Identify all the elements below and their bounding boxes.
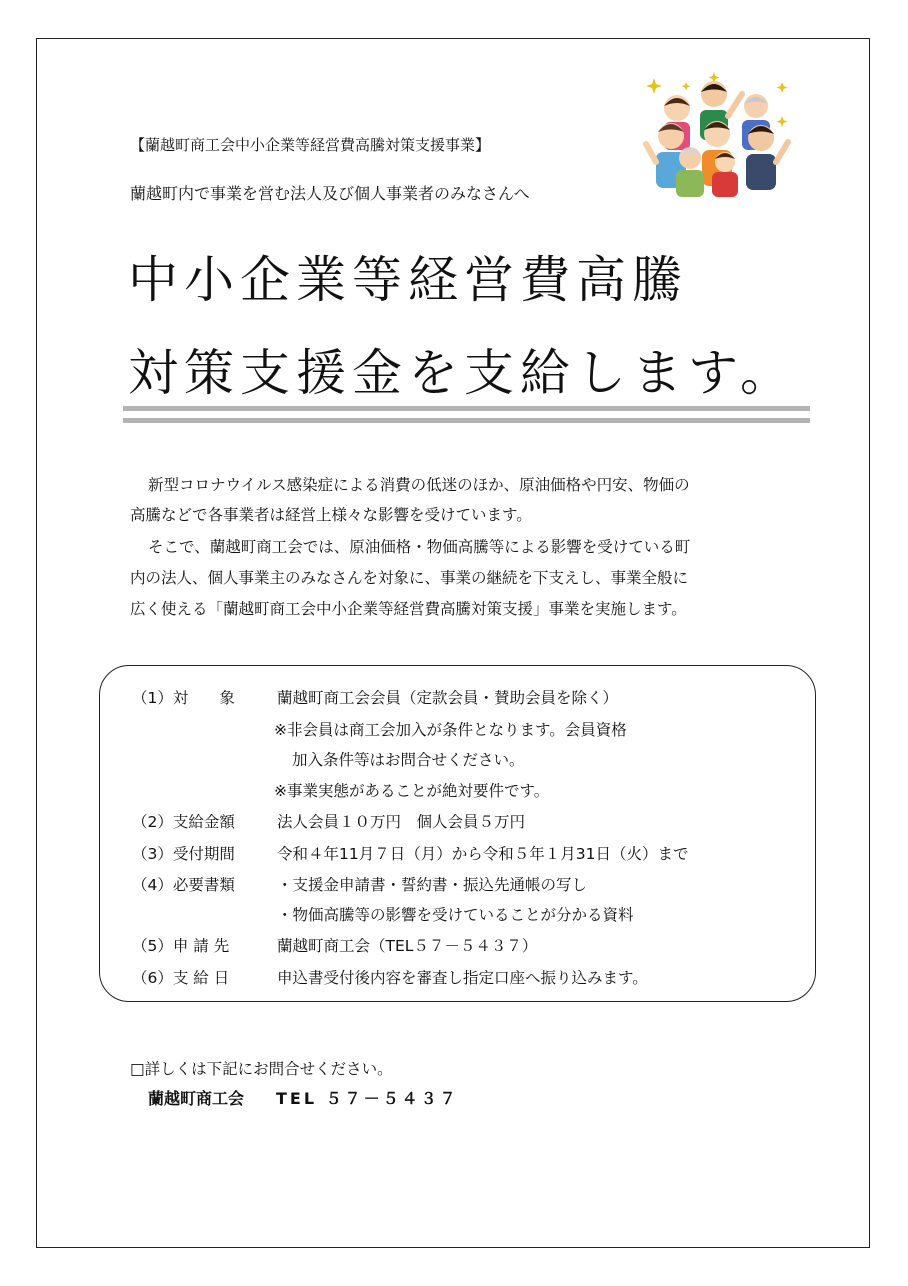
intro-line-1: 新型コロナウイルス感染症による消費の低迷のほか、原油価格や円安、物価の [148, 476, 690, 494]
amount-value: 法人会員１０万円 個人会員５万円 [277, 813, 526, 831]
audience-line: 蘭越町内で事業を営む法人及び個人事業者のみなさんへ [130, 184, 530, 203]
divider-rule-top [123, 406, 810, 411]
headline-line-1: 中小企業等経営費高騰 [128, 251, 688, 309]
payment-value: 申込書受付後内容を審査し指定口座へ振り込みます。 [277, 969, 648, 987]
amount-label: （2）支給金額 [132, 813, 235, 831]
person-mid-right [746, 125, 788, 190]
divider-rule-bottom [123, 418, 810, 423]
period-value: 令和４年11月７日（月）から令和５年１月31日（火）まで [277, 845, 689, 863]
apply-to-value: 蘭越町商工会（TEL５７－５４３７） [277, 937, 538, 955]
contact-phone: TEL ５７－５４３７ [276, 1089, 459, 1108]
cheering-crowd-illustration [642, 72, 792, 197]
headline-line-2: 対策支援金を支給します。 [128, 344, 796, 402]
contact-organization: 蘭越町商工会 [148, 1089, 245, 1108]
target-label: （1）対 象 [132, 689, 235, 707]
target-note-2: 加入条件等はお問合せください。 [292, 751, 525, 769]
period-label: （3）受付期間 [132, 845, 235, 863]
target-value: 蘭越町商工会会員（定款会員・賛助会員を除く） [277, 689, 619, 707]
intro-line-5: 広く使える「蘭越町商工会中小企業等経営費高騰対策支援」事業を実施します。 [130, 600, 687, 618]
intro-line-2: 高騰などで各事業者は経営上様々な影響を受けています。 [130, 506, 532, 524]
contact-note: □詳しくは下記にお問合せください。 [130, 1060, 393, 1078]
apply-to-label: （5）申 請 先 [132, 937, 230, 955]
documents-label: （4）必要書類 [132, 876, 235, 894]
documents-item-2: ・物価高騰等の影響を受けていることが分かる資料 [277, 906, 634, 924]
documents-item-1: ・支援金申請書・誓約書・振込先通帳の写し [277, 876, 588, 894]
intro-line-3: そこで、蘭越町商工会では、原油価格・物価高騰等による影響を受けている町 [148, 538, 691, 556]
target-note-3: ※事業実態があることが絶対要件です。 [274, 782, 550, 800]
target-note-1: ※非会員は商工会加入が条件となります。会員資格 [274, 721, 627, 739]
series-title: 【蘭越町商工会中小企業等経営費高騰対策支援事業】 [130, 136, 491, 154]
payment-label: （6）支 給 日 [132, 969, 230, 987]
person-front-left [676, 147, 704, 197]
person-front-center [712, 152, 738, 197]
intro-line-4: 内の法人、個人事業主のみなさんを対象に、事業の継続を下支えし、事業全般に [130, 569, 689, 587]
